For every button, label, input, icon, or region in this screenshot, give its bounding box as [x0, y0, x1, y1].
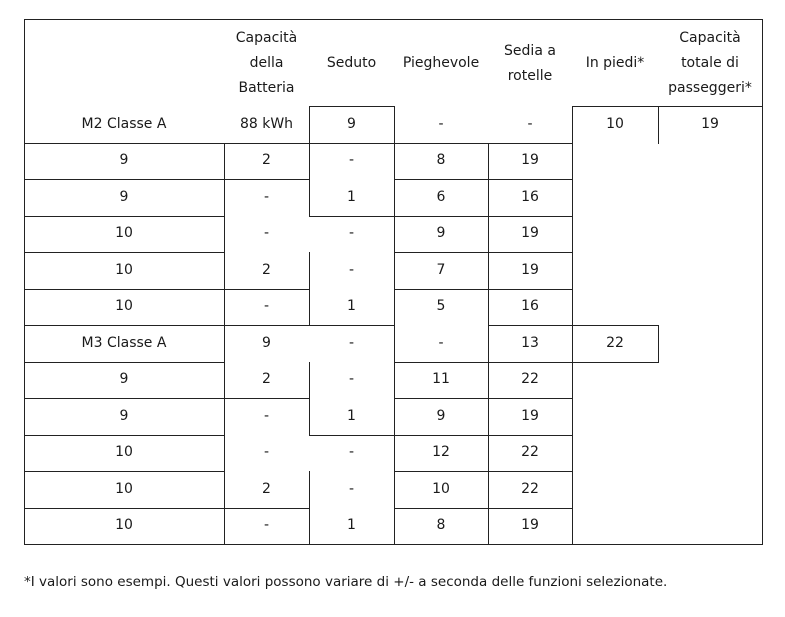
cell-model: 10 [115, 517, 133, 534]
cell-folding: - [438, 334, 444, 351]
cell-battery: 2 [262, 371, 271, 388]
cell-folding: 9 [436, 407, 446, 424]
cell-seated: - [348, 225, 355, 242]
header-wheelchair: Sedia a rotelle [504, 42, 556, 84]
cell-folding: 9 [436, 225, 446, 242]
cell-battery: - [263, 225, 270, 242]
cell-folding: 11 [432, 371, 450, 388]
footnote: *I valori sono esempi. Questi valori possono variare di +/- a seconda delle funzioni selezionate. [24, 574, 668, 590]
cell-seated: 1 [347, 298, 356, 315]
cell-wheelchair: 13 [521, 334, 539, 351]
cell-battery: 2 [262, 480, 271, 497]
cell-folding: - [438, 115, 444, 132]
cell-battery: 2 [262, 152, 271, 169]
cell-model: M3 Classe A [81, 334, 167, 351]
cell-battery: - [263, 298, 270, 315]
cell-wheelchair: 19 [521, 407, 539, 424]
cell-model: 10 [115, 480, 133, 497]
cell-model: 9 [119, 371, 129, 388]
cell-wheelchair: 22 [521, 371, 539, 388]
cell-wheelchair: 22 [521, 480, 539, 497]
cell-battery: - [263, 444, 270, 461]
header-seated: Seduto [326, 55, 377, 71]
cell-model: 9 [119, 188, 129, 205]
cell-wheelchair: 19 [521, 517, 539, 534]
cell-model: 10 [115, 261, 133, 278]
cell-folding: 12 [432, 444, 450, 461]
cell-seated: 1 [347, 407, 356, 424]
cell-seated: - [348, 480, 355, 497]
cell-seated: 1 [347, 517, 356, 534]
header-folding: Pieghevole [402, 55, 480, 71]
cell-battery: - [263, 407, 270, 424]
cell-folding: 7 [436, 261, 446, 278]
cell-seated: - [348, 371, 355, 388]
column-divider [762, 106, 763, 144]
cell-seated: - [348, 152, 355, 169]
cell-total: 19 [701, 115, 719, 132]
column-divider [658, 325, 659, 363]
cell-model: 10 [115, 444, 133, 461]
cell-seated: - [348, 261, 355, 278]
cell-wheelchair: 16 [521, 298, 539, 315]
cell-battery: 9 [262, 334, 271, 351]
cell-standing: 22 [606, 334, 624, 351]
cell-wheelchair: 19 [521, 152, 539, 169]
cell-folding: 5 [436, 298, 446, 315]
cell-wheelchair: - [527, 115, 533, 132]
cell-folding: 8 [436, 152, 446, 169]
header-battery: Capacità della Batteria [235, 30, 298, 96]
header-total: Capacità totale di passeggeri* [668, 30, 752, 96]
cell-wheelchair: 22 [521, 444, 539, 461]
cell-wheelchair: 16 [521, 188, 539, 205]
table-border-right [762, 19, 763, 545]
cell-folding: 8 [436, 517, 446, 534]
cell-model: 10 [115, 298, 133, 315]
cell-wheelchair: 19 [521, 225, 539, 242]
header-model [24, 21, 224, 106]
cell-model: M2 Classe A [81, 115, 167, 132]
cell-model: 9 [119, 152, 129, 169]
table-border-top [24, 19, 762, 20]
cell-seated: 1 [347, 188, 356, 205]
cell-battery: - [263, 188, 270, 205]
cell-model: 9 [119, 407, 129, 424]
cell-seated: - [348, 334, 355, 351]
table-border-bottom [24, 544, 762, 545]
cell-folding: 6 [436, 188, 446, 205]
cell-seated: - [348, 444, 355, 461]
cell-model: 10 [115, 225, 133, 242]
cell-battery: - [263, 517, 270, 534]
cell-wheelchair: 19 [521, 261, 539, 278]
cell-standing: 10 [606, 115, 624, 132]
cell-folding: 10 [432, 480, 450, 497]
header-standing: In piedi* [585, 55, 645, 71]
cell-battery: 88 kWh [239, 115, 294, 132]
cell-seated: 9 [347, 115, 356, 132]
cell-battery: 2 [262, 261, 271, 278]
